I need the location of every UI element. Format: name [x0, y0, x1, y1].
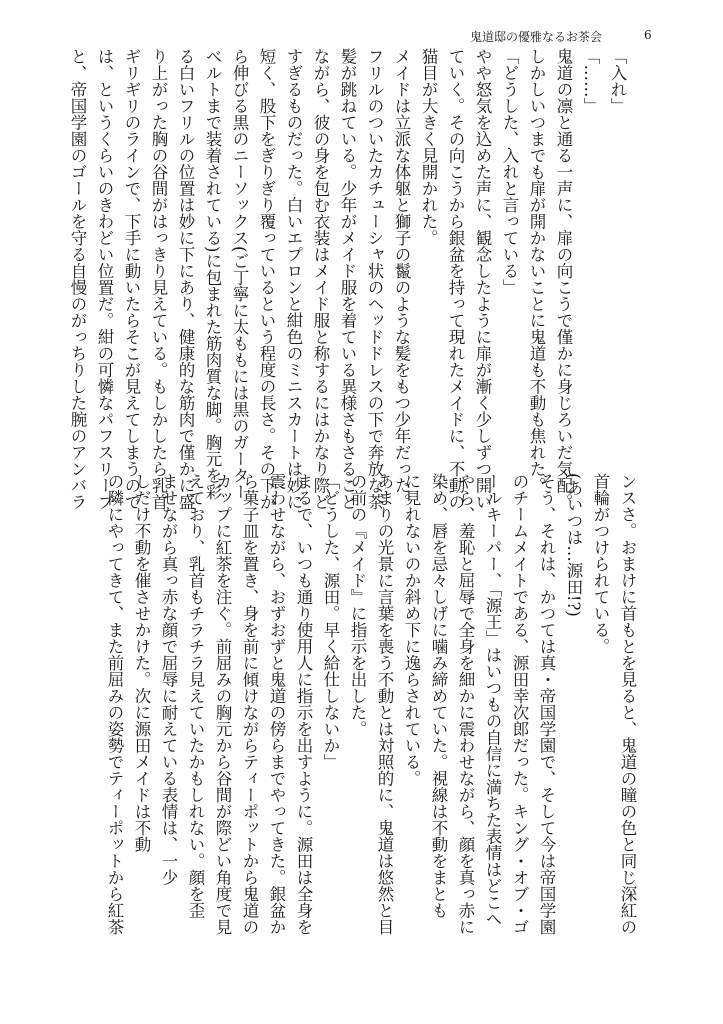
bottom-text-line: のチームメイトである、源田幸次郎だった。キング・オブ・ゴ [510, 473, 529, 935]
bottom-text-line: (あいつは…源田!?) [564, 473, 583, 617]
top-text-line: 「入れ」 [608, 48, 627, 114]
top-text-line: すぎるものだった。白いエプロンと紺色のミニスカートは妙に [284, 48, 303, 510]
top-text-line: ギリギリのラインで、下手に動いたらそこが見えてしまうので [122, 48, 141, 510]
bottom-text-line: 震わせながら、おずおずと鬼道の傍らまでやってきた。銀盆か [267, 473, 286, 935]
top-text-line: 猫目が大きく見開かれた。 [419, 48, 438, 246]
top-text-line: しかしいつまでも扉が開かないことに鬼道も不動も焦れた。 [527, 48, 546, 494]
top-text-line: やや怒気を込めた声に、観念したように扉が漸く少しずつ開い [473, 48, 492, 510]
top-text-line: フリルのついたカチューシャ状のヘッドドレスの下で奔放な茶 [365, 48, 384, 510]
top-text-line: る白いフリルの位置は妙に下にあり、健康的な筋肉で僅かに盛 [176, 48, 195, 510]
bottom-text-line: の隣にやってきて、また前屈みの姿勢でティーポットから紅茶 [105, 473, 124, 935]
bottom-text-block [101, 473, 641, 973]
top-text-line: 「どうした、入れと言っている」 [500, 48, 519, 296]
bottom-text-line: の前の『メイド』に指示を出した。 [348, 473, 367, 737]
bottom-text-line: 染め、唇を忌々しげに噛み締めていた。視線は不動をまとも [429, 473, 448, 919]
top-text-line: ていく。その向こうから銀盆を持って現れたメイドに、不動の [446, 48, 465, 510]
bottom-text-line: に見れないのか斜め下に逸らされている。 [402, 473, 421, 787]
top-text-line: は、というくらいのきわどい位置だ。紺の可憐なパフスリーブ [95, 48, 114, 510]
running-header: 鬼道邸の優雅なるお茶会 [470, 30, 603, 44]
top-text-line: り上がった胸の谷間がはっきり見えている。もしかしたら乳首 [149, 48, 168, 510]
top-text-line: 「……」 [581, 48, 600, 114]
bottom-text-line: あまりの光景に言葉を喪う不動とは対照的に、鬼道は悠然と目 [375, 473, 394, 935]
bottom-text-line: カップに紅茶を注ぐ。前屈みの胸元から谷間が際どい角度で見 [213, 473, 232, 935]
top-text-line: ら伸びる黒のニーソックス(ご丁寧に太ももには黒のガーター [230, 48, 249, 500]
page-number: 6 [644, 28, 652, 42]
bottom-text-line: まるで、いつも通り使用人に指示を出すように。源田は全身を [294, 473, 313, 935]
top-text-line: と、帝国学園のゴールを守る自慢のがっちりした腕のアンバラ [68, 48, 87, 510]
top-text-block [64, 48, 631, 510]
bottom-text-line: ませながら真っ赤な顔で屈辱に耐えている表情は、一少 [159, 473, 178, 886]
bottom-text-line: ールキーパー、「源王」はいつもの自信に満ちた表情はどこへ [483, 473, 502, 927]
bottom-text-line: えており、乳首もチラチラ見えていたかもしれない。顔を歪 [186, 473, 205, 919]
bottom-text-line: 「どうした、源田。早く給仕しないか」 [321, 473, 340, 770]
bottom-text-line: やら、羞恥と屈辱で全身を細かに震わせながら、顔を真っ赤に [456, 473, 475, 935]
bottom-text-line: ンスさ。おまけに首もとを見ると、鬼道の瞳の色と同じ深紅の [618, 473, 637, 935]
top-text-line: メイドは立派な体躯と獅子の鬣のような髪をもつ少年だった。 [392, 48, 411, 510]
top-text-line: 短く、股下をぎりぎり覆っているという程度の長さ。その下か [257, 48, 276, 510]
top-text-line: 髪が跳ねている。少年がメイド服を着ている異様さもさること [338, 48, 357, 510]
bottom-text-line: しだけ不動を催させかけた。次に源田メイドは不動 [132, 473, 151, 853]
bottom-text-line: そう、それは、かつては真・帝国学園で、そして今は帝国学園 [537, 473, 556, 935]
top-text-line: ベルトまで装着されている)に包まれた筋肉質な脚。胸元を彩 [203, 48, 222, 500]
bottom-text-line: ら菓子皿を置き、身を前に傾けながらティーポットから鬼道の [240, 473, 259, 935]
top-text-line: 鬼道の凛と通る一声に、扉の向こうで僅かに身じろいだ気配。 [554, 48, 573, 510]
bottom-text-line: 首輪がつけられている。 [591, 473, 610, 655]
top-text-line: ながら、彼の身を包む衣装はメイド服と称するにはかなり際ど [311, 48, 330, 510]
